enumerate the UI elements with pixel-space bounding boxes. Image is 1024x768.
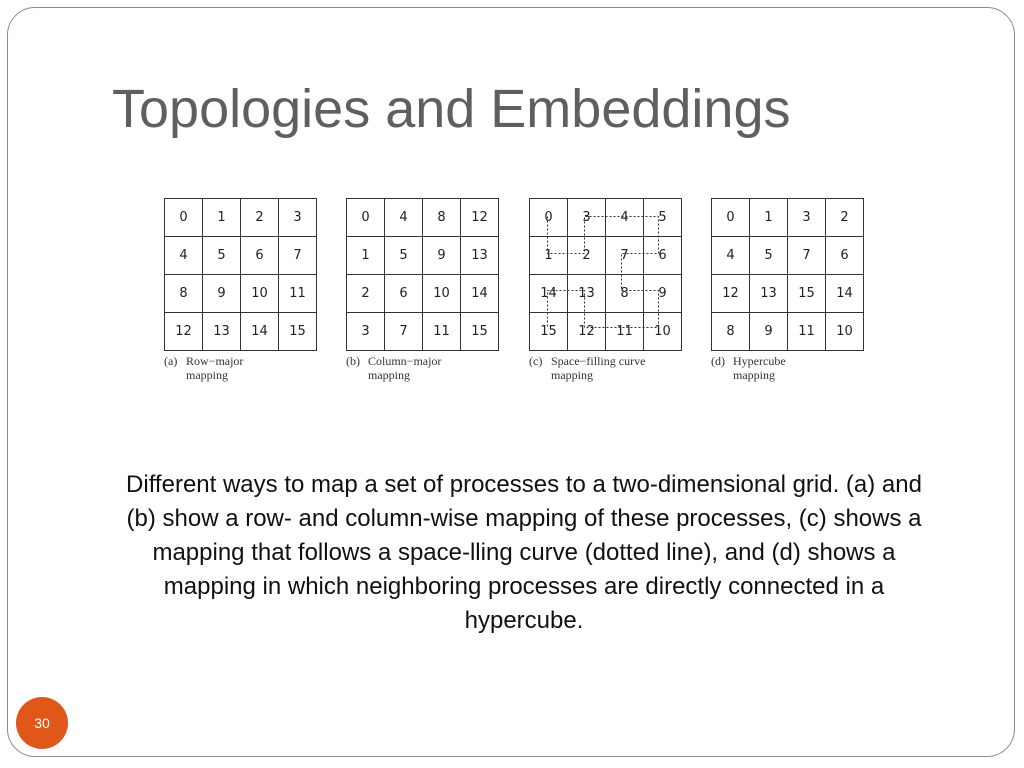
mapping-row-major [164, 198, 324, 382]
grid-cell: 10 [241, 275, 279, 313]
grid-wrapper [164, 198, 312, 346]
grid-cell: 2 [568, 237, 606, 275]
grid-cell: 13 [568, 275, 606, 313]
grid-cell: 2 [241, 199, 279, 237]
mapping-caption [529, 354, 689, 382]
mapping-grid [529, 198, 682, 351]
mapping-grid [711, 198, 864, 351]
grid-cell: 15 [279, 313, 317, 351]
grid-cell: 1 [530, 237, 568, 275]
grid-cell: 9 [750, 313, 788, 351]
grid-wrapper [711, 198, 859, 346]
grid-row [347, 199, 499, 237]
grid-cell: 3 [568, 199, 606, 237]
mapping-column-major [346, 198, 506, 382]
caption-tag: (a) [164, 354, 178, 368]
caption-text: Row−major mapping [186, 354, 244, 382]
grid-cell: 12 [712, 275, 750, 313]
grid-cell: 9 [423, 237, 461, 275]
caption-tag: (b) [346, 354, 360, 368]
grid-cell: 1 [750, 199, 788, 237]
grid-cell: 14 [461, 275, 499, 313]
grid-cell: 13 [203, 313, 241, 351]
grid-row [530, 275, 682, 313]
page-number-badge: 30 [16, 697, 68, 749]
grid-cell: 11 [423, 313, 461, 351]
grid-cell: 7 [279, 237, 317, 275]
grid-cell: 2 [347, 275, 385, 313]
grid-row [347, 237, 499, 275]
grid-cell: 10 [423, 275, 461, 313]
grid-cell: 8 [606, 275, 644, 313]
mapping-caption [346, 354, 506, 382]
grid-cell: 14 [241, 313, 279, 351]
grid-cell: 0 [530, 199, 568, 237]
grid-cell: 5 [385, 237, 423, 275]
grid-cell: 0 [347, 199, 385, 237]
grid-row [165, 313, 317, 351]
grid-cell: 15 [461, 313, 499, 351]
grid-wrapper [529, 198, 677, 346]
grid-cell: 9 [644, 275, 682, 313]
grid-cell: 10 [826, 313, 864, 351]
mapping-caption [164, 354, 324, 382]
grid-cell: 4 [165, 237, 203, 275]
grid-cell: 12 [461, 199, 499, 237]
grid-cell: 8 [165, 275, 203, 313]
grid-cell: 11 [279, 275, 317, 313]
grid-row [530, 237, 682, 275]
mapping-grid [346, 198, 499, 351]
grid-wrapper [346, 198, 494, 346]
grid-cell: 14 [826, 275, 864, 313]
caption-text: Column−major mapping [368, 354, 442, 382]
grid-cell: 12 [568, 313, 606, 351]
grid-row [712, 237, 864, 275]
grid-cell: 5 [644, 199, 682, 237]
grid-cell: 10 [644, 313, 682, 351]
grid-cell: 4 [712, 237, 750, 275]
grid-cell: 0 [165, 199, 203, 237]
mapping-space-filling-curve [529, 198, 689, 382]
mapping-hypercube [711, 198, 871, 382]
caption-text: Space−filling curve mapping [551, 354, 646, 382]
grid-cell: 0 [712, 199, 750, 237]
grid-cell: 6 [385, 275, 423, 313]
grid-cell: 4 [385, 199, 423, 237]
grid-row [165, 275, 317, 313]
grid-row [165, 199, 317, 237]
grid-cell: 6 [241, 237, 279, 275]
slide-description: Different ways to map a set of processes to a two-dimensional grid. (a) and (b) show a row- and column-wise mapping of these processes, (c) shows a mapping that follows a space-lling curve (dotted line), and (d) shows a mapping in which neighboring processes are directly connected in a hypercube. [126, 471, 922, 634]
mapping-caption [711, 354, 871, 382]
grid-cell: 15 [530, 313, 568, 351]
caption-text: Hypercube mapping [733, 354, 786, 382]
grid-cell: 11 [788, 313, 826, 351]
grid-row [347, 313, 499, 351]
grid-cell: 6 [644, 237, 682, 275]
grid-cell: 7 [788, 237, 826, 275]
grid-cell: 5 [750, 237, 788, 275]
grid-row [712, 275, 864, 313]
grid-cell: 1 [347, 237, 385, 275]
grid-cell: 7 [385, 313, 423, 351]
grid-cell: 3 [279, 199, 317, 237]
grid-cell: 12 [165, 313, 203, 351]
slide-title: Topologies and Embeddings [112, 79, 791, 139]
grid-row [530, 313, 682, 351]
grid-cell: 6 [826, 237, 864, 275]
grid-row [165, 237, 317, 275]
grid-row [712, 199, 864, 237]
grid-cell: 8 [423, 199, 461, 237]
grid-cell: 1 [203, 199, 241, 237]
grid-cell: 5 [203, 237, 241, 275]
grid-cell: 7 [606, 237, 644, 275]
grid-row [712, 313, 864, 351]
grid-cell: 11 [606, 313, 644, 351]
grid-cell: 2 [826, 199, 864, 237]
grid-cell: 8 [712, 313, 750, 351]
caption-tag: (d) [711, 354, 725, 368]
grid-cell: 3 [788, 199, 826, 237]
grid-row [347, 275, 499, 313]
grid-cell: 13 [461, 237, 499, 275]
grid-cell: 14 [530, 275, 568, 313]
grid-cell: 4 [606, 199, 644, 237]
grid-cell: 15 [788, 275, 826, 313]
grid-cell: 3 [347, 313, 385, 351]
mapping-grid [164, 198, 317, 351]
grid-cell: 9 [203, 275, 241, 313]
caption-tag: (c) [529, 354, 543, 368]
grid-row [530, 199, 682, 237]
grid-cell: 13 [750, 275, 788, 313]
